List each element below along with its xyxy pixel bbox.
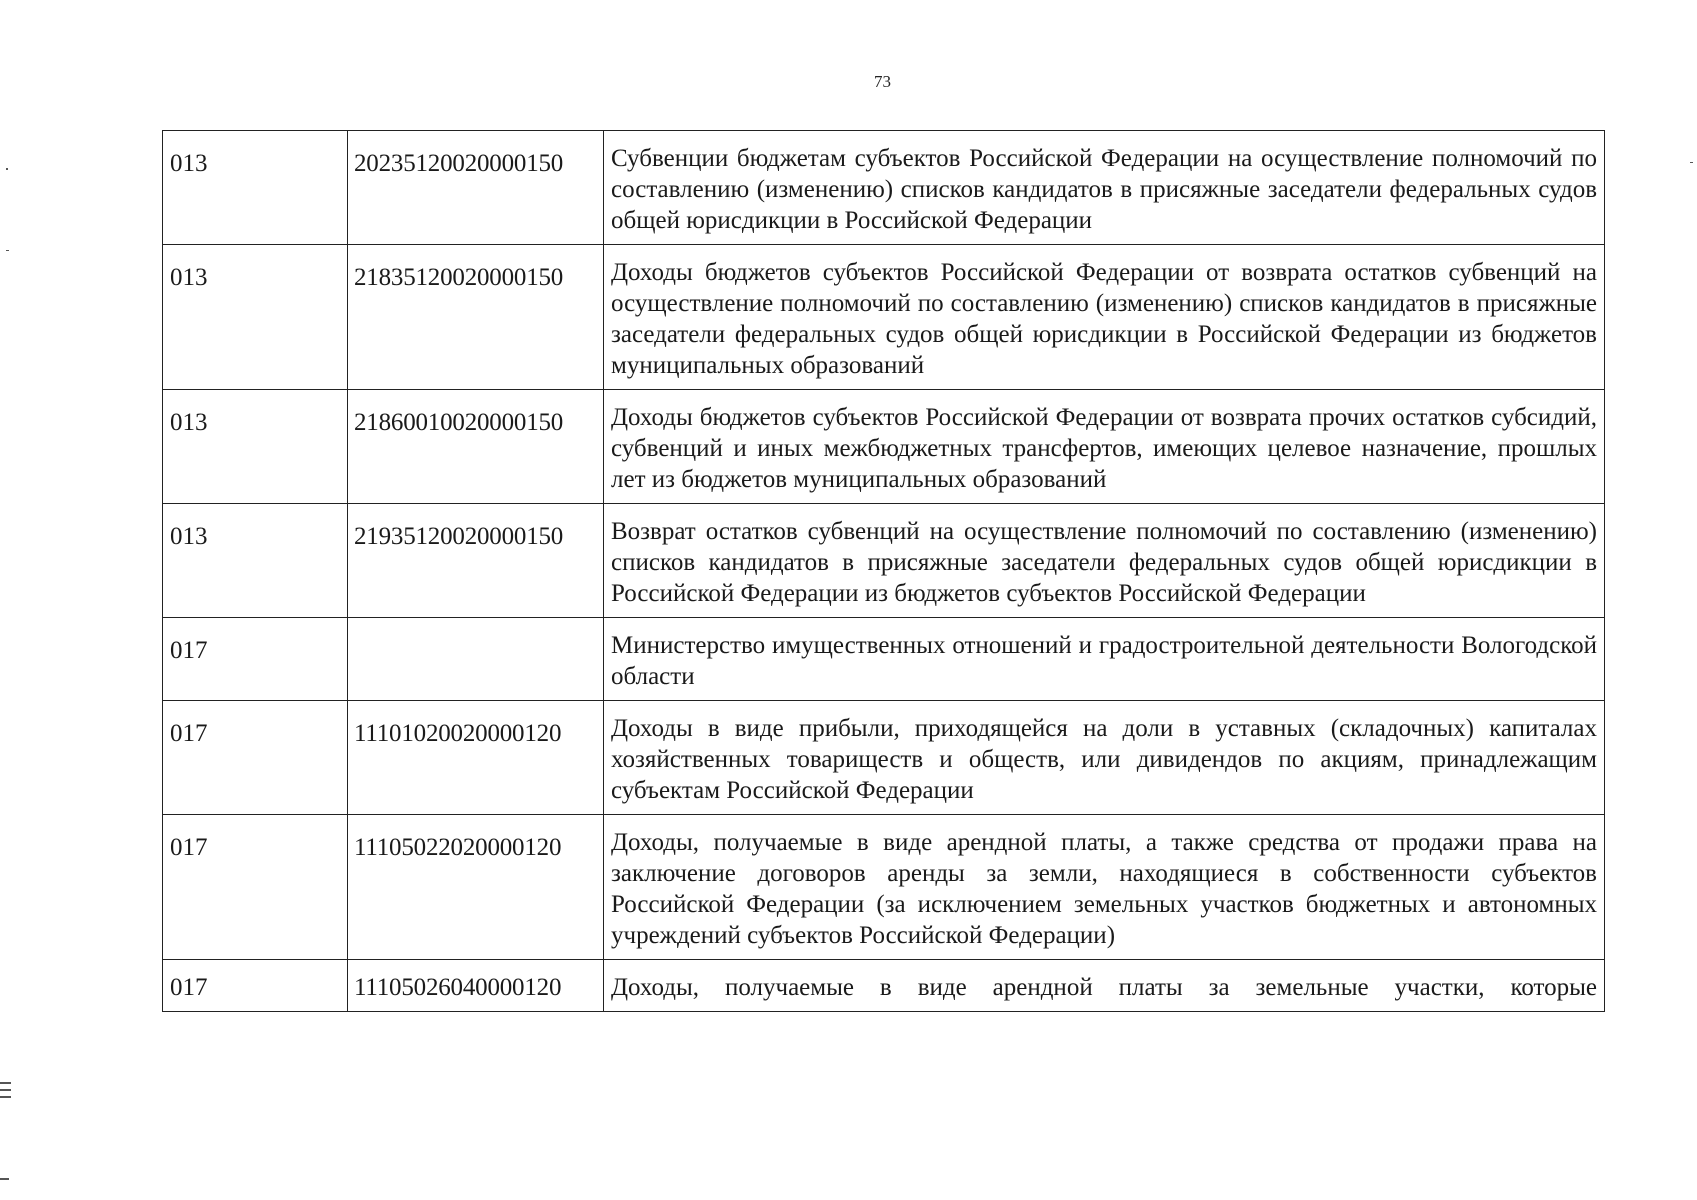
income-code-cell: 21835120020000150: [348, 245, 604, 390]
table-row: [163, 131, 1605, 245]
margin-tick-mark: [0, 1178, 9, 1180]
table-row: [163, 815, 1605, 960]
admin-code-cell: 017: [163, 960, 348, 1012]
margin-tick-mark: [6, 168, 8, 170]
admin-code-cell: 013: [163, 131, 348, 245]
admin-code-cell: 017: [163, 815, 348, 960]
income-name-cell: Доходы в виде прибыли, приходящейся на доли в уставных (складочных) капиталах хозяйственных товариществ и обществ, или дивидендов по акциям, принадлежащим субъектам Российской Федерации: [604, 701, 1605, 815]
table-row: [163, 960, 1605, 1012]
income-name-cell: Субвенции бюджетам субъектов Российской Федерации на осуществление полномочий по составлению (изменению) списков кандидатов в присяжные заседатели федеральных судов общей юрисдикции в Российской Федерации: [604, 131, 1605, 245]
income-code-cell: 21860010020000150: [348, 390, 604, 504]
admin-code-cell: 013: [163, 245, 348, 390]
income-codes-table: [162, 130, 1605, 1012]
income-name-cell: Возврат остатков субвенций на осуществление полномочий по составлению (изменению) списков кандидатов в присяжные заседатели федеральных судов общей юрисдикции в Российской Федерации из бюджетов субъектов Российской Федерации: [604, 504, 1605, 618]
margin-tick-mark: [0, 1089, 11, 1091]
admin-code-cell: 017: [163, 618, 348, 701]
table-row: [163, 245, 1605, 390]
income-name-cell: Доходы, получаемые в виде арендной платы за земельные участки, которые: [604, 960, 1605, 1012]
table-row: [163, 618, 1605, 701]
income-code-cell: 21935120020000150: [348, 504, 604, 618]
income-code-cell: 20235120020000150: [348, 131, 604, 245]
admin-code-cell: 017: [163, 701, 348, 815]
table-row: [163, 701, 1605, 815]
margin-tick-mark: [6, 250, 9, 251]
admin-code-cell: 013: [163, 504, 348, 618]
income-name-cell: Министерство имущественных отношений и градостроительной деятельности Вологодской области: [604, 618, 1605, 701]
income-code-cell: 11101020020000120: [348, 701, 604, 815]
income-name-cell: Доходы бюджетов субъектов Российской Федерации от возврата прочих остатков субсидий, субвенций и иных межбюджетных трансфертов, имеющих целевое назначение, прошлых лет из бюджетов муниципальных образований: [604, 390, 1605, 504]
income-name-cell: Доходы бюджетов субъектов Российской Федерации от возврата остатков субвенций на осуществление полномочий по составлению (изменению) списков кандидатов в присяжные заседатели федеральных судов общей юрисдикции в Российской Федерации из бюджетов муниципальных образований: [604, 245, 1605, 390]
margin-tick-mark: [0, 1096, 11, 1098]
income-code-cell: [348, 618, 604, 701]
income-name-cell: Доходы, получаемые в виде арендной платы, а также средства от продажи права на заключение договоров аренды за земли, находящиеся в собственности субъектов Российской Федерации (за исключением земельных участков бюджетных и автономных учреждений субъектов Российской Федерации): [604, 815, 1605, 960]
income-code-cell: 11105022020000120: [348, 815, 604, 960]
table-row: [163, 504, 1605, 618]
page-number: 73: [874, 72, 891, 91]
margin-tick-mark: [0, 1082, 11, 1084]
margin-tick-mark: [1690, 162, 1693, 163]
table-row: [163, 390, 1605, 504]
income-code-cell: 11105026040000120: [348, 960, 604, 1012]
admin-code-cell: 013: [163, 390, 348, 504]
